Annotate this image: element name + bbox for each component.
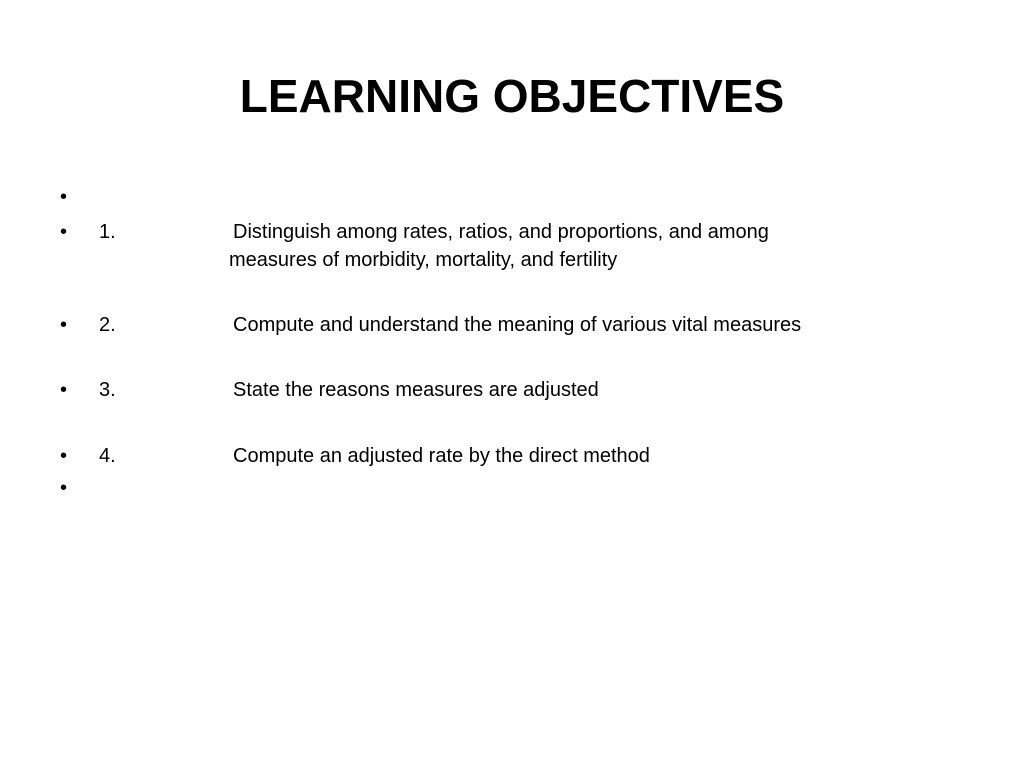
bullet-marker: • [60,186,68,208]
objective-text [229,218,929,274]
objective-item-3 [0,376,1024,404]
objective-item-2 [0,311,1024,339]
objective-item-1 [0,218,1024,274]
bullet-marker: • [60,477,68,499]
objective-text-line: State the reasons measures are adjusted [233,379,599,401]
bullet-marker: • [60,379,68,401]
objective-number: 2. [99,314,116,336]
objective-text-line: Distinguish among rates, ratios, and proportions, and among [233,221,769,243]
objective-text-line: Compute an adjusted rate by the direct method [233,445,650,467]
objective-number: 3. [99,379,116,401]
objective-text-line: Compute and understand the meaning of various vital measures [233,314,802,336]
objective-item-4 [0,442,1024,470]
objective-text [229,311,929,339]
objective-text [229,376,929,404]
objective-number: 1. [99,221,116,243]
slide-title: LEARNING OBJECTIVES [239,70,785,122]
objective-text-line: measures of morbidity, mortality, and fertility [229,249,618,271]
empty-bullet-item [0,183,1024,211]
bullet-marker: • [60,314,68,336]
objective-text [229,442,929,470]
objective-number: 4. [99,445,116,467]
bullet-marker: • [60,221,68,243]
bullet-marker: • [60,445,68,467]
empty-bullet-item [0,474,1024,502]
